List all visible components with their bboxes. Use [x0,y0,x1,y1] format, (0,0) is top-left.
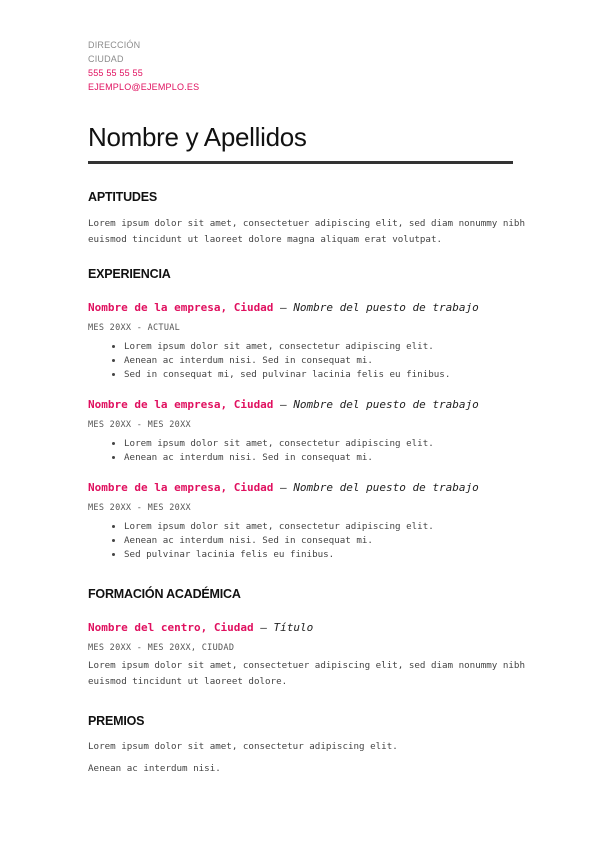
job-dates: MES 20XX - MES 20XX [88,503,191,513]
job-company: Nombre de la empresa, Ciudad [88,481,274,494]
education-title: FORMACIÓN ACADÉMICA [88,587,241,601]
job-heading [88,397,540,413]
full-name: Nombre y Apellidos [88,122,307,152]
awards-line: Lorem ipsum dolor sit amet, consectetur adipiscing elit. [88,741,398,752]
contact-phone: 555 55 55 55 [88,68,143,78]
job-bullet: • Sed in consequat mi, sed pulvinar lacinia felis eu finibus. [124,368,540,382]
job-bullet: • Sed pulvinar lacinia felis eu finibus. [124,548,540,562]
contact-email: EJEMPLO@EJEMPLO.ES [88,82,200,92]
job-dates: MES 20XX - ACTUAL [88,323,181,333]
job-dates: MES 20XX - MES 20XX [88,420,191,430]
job-company: Nombre de la empresa, Ciudad [88,301,274,314]
job-bullets [88,437,540,465]
job-separator: — [273,481,294,494]
education-degree: Título [273,621,314,634]
contact-city: CIUDAD [88,54,124,64]
job-company: Nombre de la empresa, Ciudad [88,398,274,411]
experience-section [88,267,540,281]
awards-section [88,714,540,777]
awards-title: PREMIOS [88,714,145,728]
skills-title: APTITUDES [88,190,158,204]
education-entry [88,620,540,690]
education-school: Nombre del centro, Ciudad [88,621,254,634]
job-bullet: • Aenean ac interdum nisi. Sed in consequat mi. [124,451,540,465]
experience-title: EXPERIENCIA [88,267,171,281]
job-bullet: • Aenean ac interdum nisi. Sed in consequat mi. [124,534,540,548]
education-text: Lorem ipsum dolor sit amet, consectetuer adipiscing elit, sed diam nonummy nibh euismod tincidunt ut laoreet dolore. [88,660,525,687]
job-entry [88,480,540,562]
education-dates: MES 20XX - MES 20XX, CIUDAD [88,643,235,653]
job-entry [88,397,540,465]
job-bullets [88,340,540,382]
skills-section [88,190,540,248]
job-title: Nombre del puesto de trabajo [293,301,479,314]
job-separator: — [273,301,294,314]
job-separator: — [273,398,294,411]
education-heading [88,620,540,636]
job-title: Nombre del puesto de trabajo [293,398,479,411]
job-bullet: • Lorem ipsum dolor sit amet, consectetur adipiscing elit. [124,340,540,354]
awards-line: Aenean ac interdum nisi. [88,763,221,774]
skills-text: Lorem ipsum dolor sit amet, consectetuer adipiscing elit, sed diam nonummy nibh euismod tincidunt ut laoreet dolore magna aliquam erat volutpat. [88,218,525,245]
job-heading [88,480,540,496]
contact-address: DIRECCIÓN [88,40,141,50]
job-title: Nombre del puesto de trabajo [293,481,479,494]
education-section [88,587,540,601]
education-separator: — [253,621,274,634]
job-entry [88,300,540,382]
job-bullet: • Lorem ipsum dolor sit amet, consectetur adipiscing elit. [124,520,540,534]
job-bullet: • Aenean ac interdum nisi. Sed in consequat mi. [124,354,540,368]
job-bullets [88,520,540,562]
job-heading [88,300,540,316]
contact-block [88,38,512,94]
header-divider [88,161,513,164]
job-bullet: • Lorem ipsum dolor sit amet, consectetur adipiscing elit. [124,437,540,451]
